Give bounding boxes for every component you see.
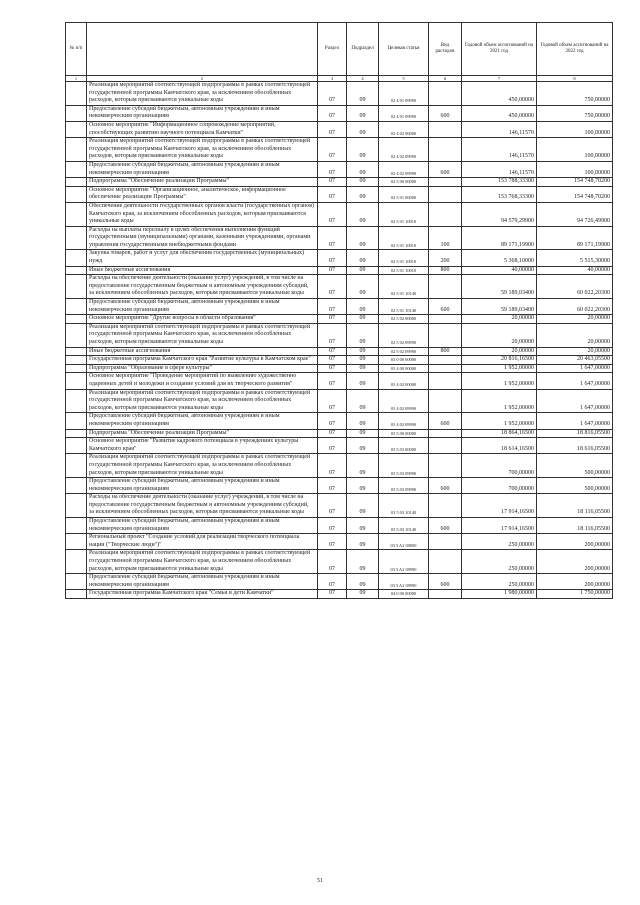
row-number	[66, 429, 87, 438]
row-amount-2022: 20,00000	[537, 347, 613, 356]
row-name: Основное мероприятие "Проведение мероприятий по выявлению художественно одаренных детей и молодежи и создание условий для их творческого развития"	[87, 373, 318, 389]
row-razdel: 07	[318, 138, 347, 162]
table-row	[66, 438, 613, 454]
row-podrazdel: 09	[347, 178, 379, 187]
row-amount-2022: 750,00000	[537, 82, 613, 106]
row-target-article: 03 5 A2 09990	[379, 574, 429, 590]
row-podrazdel: 09	[347, 494, 379, 518]
row-amount-2021: 700,00000	[462, 478, 537, 494]
row-number	[66, 373, 87, 389]
row-name: Предоставление субсидий бюджетным, автономным учреждениям и иным некоммерческим организациям	[87, 299, 318, 315]
row-amount-2021: 1 952,00000	[462, 364, 537, 373]
row-name: Предоставление субсидий бюджетным, автономным учреждениям и иным некоммерческим организациям	[87, 518, 318, 534]
row-target-article: 03 4 02 09990	[379, 389, 429, 413]
row-target-article: 02 5 02 00000	[379, 315, 429, 324]
row-podrazdel: 09	[347, 315, 379, 324]
column-number: 1	[66, 76, 87, 82]
row-name: Предоставление субсидий бюджетным, автономным учреждениям и иным некоммерческим организациям	[87, 161, 318, 177]
row-amount-2022: 5 515,30000	[537, 250, 613, 266]
row-target-article: 03 5 00 00000	[379, 429, 429, 438]
row-number	[66, 574, 87, 590]
row-amount-2021: 250,00000	[462, 550, 537, 574]
row-name: Основное мероприятие "Информационное сопровождение мероприятий, способствующих развитию научного потенциала Камчатки"	[87, 121, 318, 137]
table-row	[66, 574, 613, 590]
row-razdel: 07	[318, 590, 347, 599]
header-expense-type: Вид расходов	[429, 23, 462, 76]
row-target-article: 03 5 A2 09990	[379, 550, 429, 574]
table-row	[66, 518, 613, 534]
column-number: 6	[429, 76, 462, 82]
row-amount-2021: 1 952,00000	[462, 373, 537, 389]
row-number	[66, 413, 87, 429]
page-number: 51	[317, 878, 323, 884]
row-expense-type	[429, 178, 462, 187]
row-expense-type: 600	[429, 413, 462, 429]
row-expense-type	[429, 389, 462, 413]
row-number	[66, 454, 87, 478]
row-amount-2021: 1 952,00000	[462, 413, 537, 429]
table-row	[66, 494, 613, 518]
row-expense-type	[429, 438, 462, 454]
row-podrazdel: 09	[347, 226, 379, 250]
row-target-article: 02 4 02 00000	[379, 121, 429, 137]
table-row	[66, 347, 613, 356]
row-podrazdel: 09	[347, 550, 379, 574]
row-expense-type: 800	[429, 347, 462, 356]
table-row	[66, 105, 613, 121]
row-name: Подпрограмма "Обеспечение реализации Программы"	[87, 429, 318, 438]
table-row	[66, 266, 613, 275]
table-row	[66, 275, 613, 299]
row-expense-type	[429, 356, 462, 365]
table-row	[66, 121, 613, 137]
row-razdel: 07	[318, 178, 347, 187]
table-row	[66, 356, 613, 365]
row-expense-type	[429, 373, 462, 389]
row-razdel: 07	[318, 202, 347, 226]
row-expense-type: 200	[429, 250, 462, 266]
table-row	[66, 226, 613, 250]
row-name: Основное мероприятие "Другие вопросы в области образования"	[87, 315, 318, 324]
row-amount-2021: 5 368,10000	[462, 250, 537, 266]
row-razdel: 07	[318, 315, 347, 324]
row-podrazdel: 09	[347, 266, 379, 275]
row-razdel: 07	[318, 347, 347, 356]
row-number	[66, 389, 87, 413]
row-amount-2022: 100,00000	[537, 121, 613, 137]
row-name: Государственная программа Камчатского края "Семья и дети Камчатки"	[87, 590, 318, 599]
row-name: Реализация мероприятий соответствующей подпрограммы в рамках соответствующей государственной программы Камчатского края, за исключением обособленных расходов, которым присваиваются уникальные коды	[87, 550, 318, 574]
row-target-article: 03 5 03 00000	[379, 438, 429, 454]
row-name: Предоставление субсидий бюджетным, автономным учреждениям и иным некоммерческим организациям	[87, 574, 318, 590]
row-number	[66, 356, 87, 365]
row-expense-type	[429, 454, 462, 478]
row-amount-2022: 94 726,49900	[537, 202, 613, 226]
row-amount-2021: 20,00000	[462, 347, 537, 356]
row-razdel: 07	[318, 413, 347, 429]
row-razdel: 07	[318, 299, 347, 315]
row-name: Подпрограмма "Обеспечение реализации Программы"	[87, 178, 318, 187]
row-number	[66, 266, 87, 275]
row-amount-2022: 200,00000	[537, 534, 613, 550]
row-name: Предоставление субсидий бюджетным, автономным учреждениям и иным некоммерческим организациям	[87, 105, 318, 121]
row-amount-2022: 18 616,05500	[537, 438, 613, 454]
row-razdel: 07	[318, 494, 347, 518]
row-razdel: 07	[318, 574, 347, 590]
row-expense-type	[429, 494, 462, 518]
row-amount-2021: 153 768,33300	[462, 186, 537, 202]
row-amount-2022: 1 647,00000	[537, 364, 613, 373]
row-target-article: 02 4 01 09990	[379, 105, 429, 121]
table-row	[66, 550, 613, 574]
row-name: Предоставление субсидий бюджетным, автономным учреждениям и иным некоммерческим организациям	[87, 413, 318, 429]
row-name: Реализация мероприятий соответствующей подпрограммы в рамках соответствующей государственной программы Камчатского края, за исключением обособленных расходов, которым присваиваются уникальные коды	[87, 138, 318, 162]
header-podrazdel: Подраздел	[347, 23, 379, 76]
row-podrazdel: 09	[347, 389, 379, 413]
row-amount-2021: 700,00000	[462, 454, 537, 478]
row-podrazdel: 09	[347, 364, 379, 373]
row-target-article: 02 5 01 10010	[379, 202, 429, 226]
row-name: Реализация мероприятий соответствующей подпрограммы в рамках соответствующей государственной программы Камчатского края, за исключением обособленных расходов, которым присваиваются уникальные коды	[87, 454, 318, 478]
table-row	[66, 534, 613, 550]
row-amount-2022: 20,00000	[537, 323, 613, 347]
row-name: Иные бюджетные ассигнования	[87, 347, 318, 356]
header-num: № п/п	[66, 23, 87, 76]
row-number	[66, 275, 87, 299]
row-name: Реализация мероприятий соответствующей подпрограммы в рамках соответствующей государственной программы Камчатского края, за исключением обособленных расходов, которым присваиваются уникальные коды	[87, 82, 318, 106]
table-row	[66, 186, 613, 202]
row-target-article: 03 0 00 00000	[379, 356, 429, 365]
row-expense-type	[429, 550, 462, 574]
row-number	[66, 250, 87, 266]
table-row	[66, 250, 613, 266]
row-number	[66, 438, 87, 454]
row-podrazdel: 09	[347, 454, 379, 478]
row-amount-2022: 1 647,00000	[537, 389, 613, 413]
table-row	[66, 138, 613, 162]
row-razdel: 07	[318, 226, 347, 250]
row-number	[66, 315, 87, 324]
row-expense-type	[429, 275, 462, 299]
row-amount-2021: 20 816,16500	[462, 356, 537, 365]
row-number	[66, 494, 87, 518]
row-target-article: 04 0 00 00000	[379, 590, 429, 599]
row-podrazdel: 09	[347, 347, 379, 356]
row-amount-2022: 750,00000	[537, 105, 613, 121]
row-number	[66, 534, 87, 550]
row-razdel: 07	[318, 121, 347, 137]
table-row	[66, 454, 613, 478]
header-name	[87, 23, 318, 76]
row-expense-type: 800	[429, 266, 462, 275]
row-amount-2021: 40,00000	[462, 266, 537, 275]
row-expense-type: 600	[429, 299, 462, 315]
row-razdel: 07	[318, 275, 347, 299]
table-row	[66, 315, 613, 324]
row-target-article: 03 4 00 00000	[379, 364, 429, 373]
row-target-article: 02 5 02 09990	[379, 347, 429, 356]
row-name: Региональный проект "Создание условий для реализации творческого потенциала нации ("Творческие люди")"	[87, 534, 318, 550]
row-podrazdel: 09	[347, 275, 379, 299]
row-target-article: 02 5 01 10010	[379, 266, 429, 275]
row-podrazdel: 09	[347, 356, 379, 365]
row-amount-2021: 94 579,29900	[462, 202, 537, 226]
table-row	[66, 389, 613, 413]
row-number	[66, 186, 87, 202]
row-number	[66, 323, 87, 347]
row-target-article: 02 4 01 09990	[379, 82, 429, 106]
row-name: Подпрограмма "Образование в сфере культуры"	[87, 364, 318, 373]
row-amount-2022: 200,00000	[537, 574, 613, 590]
row-amount-2021: 18 864,16500	[462, 429, 537, 438]
row-name: Основное мероприятие "Развитие кадрового потенциала в учреждениях культуры Камчатского края"	[87, 438, 318, 454]
row-amount-2021: 20,00000	[462, 315, 537, 324]
row-target-article: 02 5 01 10140	[379, 275, 429, 299]
row-number	[66, 364, 87, 373]
row-name: Реализация мероприятий соответствующей подпрограммы в рамках соответствующей государственной программы Камчатского края, за исключением обособленных расходов, которым присваиваются уникальные коды	[87, 323, 318, 347]
row-podrazdel: 09	[347, 478, 379, 494]
row-podrazdel: 09	[347, 105, 379, 121]
row-podrazdel: 09	[347, 250, 379, 266]
column-number: 4	[347, 76, 379, 82]
row-target-article: 03 5 03 09990	[379, 478, 429, 494]
row-amount-2022: 100,00000	[537, 138, 613, 162]
row-expense-type: 600	[429, 478, 462, 494]
row-podrazdel: 09	[347, 429, 379, 438]
table-row	[66, 178, 613, 187]
row-amount-2021: 1 952,00000	[462, 389, 537, 413]
row-number	[66, 590, 87, 599]
header-year-2022: Годовой объем ассигнований на 2022 год	[537, 23, 613, 76]
row-amount-2022: 18 116,05500	[537, 494, 613, 518]
row-amount-2022: 20 463,05500	[537, 356, 613, 365]
row-razdel: 07	[318, 82, 347, 106]
row-expense-type: 600	[429, 518, 462, 534]
table-row	[66, 413, 613, 429]
row-expense-type	[429, 121, 462, 137]
row-expense-type: 600	[429, 574, 462, 590]
row-amount-2022: 154 748,70200	[537, 186, 613, 202]
row-razdel: 07	[318, 534, 347, 550]
row-number	[66, 299, 87, 315]
row-podrazdel: 09	[347, 161, 379, 177]
header-razdel: Раздел	[318, 23, 347, 76]
row-number	[66, 518, 87, 534]
row-amount-2021: 250,00000	[462, 574, 537, 590]
column-number: 3	[318, 76, 347, 82]
row-name: Обеспечение деятельности государственных органов власти (государственных органов) Камчатского края, за исключением обособленных расходов, которым присваиваются уникальные коды	[87, 202, 318, 226]
row-amount-2022: 500,00000	[537, 454, 613, 478]
table-row	[66, 202, 613, 226]
column-number: 7	[462, 76, 537, 82]
column-number: 5	[379, 76, 429, 82]
row-target-article: 02 4 02 09990	[379, 138, 429, 162]
row-razdel: 07	[318, 550, 347, 574]
table-row	[66, 590, 613, 599]
row-razdel: 07	[318, 250, 347, 266]
table-row	[66, 323, 613, 347]
row-number	[66, 161, 87, 177]
row-amount-2022: 1 647,00000	[537, 413, 613, 429]
row-name: Расходы на обеспечение деятельности (оказание услуг) учреждений, в том числе на предоставление государственным бюджетным и автономным учреждениям субсидий, за исключением обособленных расходов, которым присваиваются уникальные коды	[87, 275, 318, 299]
row-podrazdel: 09	[347, 299, 379, 315]
row-amount-2021: 17 914,16500	[462, 518, 537, 534]
header-target-article: Целевая статья	[379, 23, 429, 76]
row-podrazdel: 09	[347, 413, 379, 429]
row-target-article: 02 5 01 10010	[379, 250, 429, 266]
row-expense-type: 600	[429, 105, 462, 121]
row-expense-type	[429, 323, 462, 347]
row-target-article: 03 5 03 09990	[379, 454, 429, 478]
row-number	[66, 105, 87, 121]
row-razdel: 07	[318, 356, 347, 365]
row-podrazdel: 09	[347, 138, 379, 162]
row-target-article: 02 5 01 10010	[379, 226, 429, 250]
row-amount-2021: 250,00000	[462, 534, 537, 550]
row-razdel: 07	[318, 266, 347, 275]
row-podrazdel: 09	[347, 534, 379, 550]
row-razdel: 07	[318, 105, 347, 121]
row-amount-2022: 60 022,20300	[537, 275, 613, 299]
header-year-2021: Годовой объем ассигнований на 2021 год	[462, 23, 537, 76]
row-expense-type	[429, 534, 462, 550]
table-row	[66, 429, 613, 438]
row-amount-2022: 18 816,05500	[537, 429, 613, 438]
row-expense-type	[429, 202, 462, 226]
row-number	[66, 178, 87, 187]
row-number	[66, 478, 87, 494]
row-amount-2022: 500,00000	[537, 478, 613, 494]
row-target-article: 02 5 00 00000	[379, 178, 429, 187]
row-name: Расходы на выплаты персоналу в целях обеспечения выполнения функций государственными (муниципальными) органами, казенными учреждениями, органами управления государственными внебюджетными фондами	[87, 226, 318, 250]
row-amount-2022: 40,00000	[537, 266, 613, 275]
row-amount-2021: 153 788,33300	[462, 178, 537, 187]
row-target-article: 03 4 02 00000	[379, 373, 429, 389]
row-podrazdel: 09	[347, 82, 379, 106]
row-expense-type	[429, 82, 462, 106]
row-number	[66, 226, 87, 250]
row-target-article: 02 5 01 10140	[379, 299, 429, 315]
row-amount-2021: 450,00000	[462, 105, 537, 121]
row-target-article: 03 5 03 10140	[379, 494, 429, 518]
row-amount-2021: 146,11570	[462, 121, 537, 137]
row-amount-2022: 1 750,00000	[537, 590, 613, 599]
table-row	[66, 161, 613, 177]
row-amount-2022: 18 116,05500	[537, 518, 613, 534]
row-expense-type	[429, 429, 462, 438]
row-podrazdel: 09	[347, 438, 379, 454]
row-razdel: 07	[318, 518, 347, 534]
row-number	[66, 138, 87, 162]
row-razdel: 07	[318, 454, 347, 478]
row-amount-2021: 146,11570	[462, 138, 537, 162]
row-amount-2021: 59 189,03400	[462, 299, 537, 315]
column-number: 2	[87, 76, 318, 82]
row-amount-2021: 450,00000	[462, 82, 537, 106]
row-podrazdel: 09	[347, 186, 379, 202]
row-amount-2022: 1 647,00000	[537, 373, 613, 389]
row-target-article: 02 4 02 09990	[379, 161, 429, 177]
row-target-article: 03 5 A2 00000	[379, 534, 429, 550]
row-name: Предоставление субсидий бюджетным, автономным учреждениям и иным некоммерческим организациям	[87, 478, 318, 494]
row-number	[66, 347, 87, 356]
row-expense-type	[429, 138, 462, 162]
row-razdel: 07	[318, 478, 347, 494]
row-podrazdel: 09	[347, 373, 379, 389]
table-row	[66, 364, 613, 373]
row-target-article: 02 5 02 09990	[379, 323, 429, 347]
row-number	[66, 202, 87, 226]
row-name: Закупка товаров, работ и услуг для обеспечения государственных (муниципальных) нужд	[87, 250, 318, 266]
row-amount-2021: 20,00000	[462, 323, 537, 347]
row-expense-type: 600	[429, 161, 462, 177]
row-amount-2022: 60 022,20300	[537, 299, 613, 315]
budget-table	[65, 22, 613, 599]
row-name: Расходы на обеспечение деятельности (оказание услуг) учреждений, в том числе на предоставление государственным бюджетным и автономным учреждениям субсидий, за исключением обособленных расходов, которым присваиваются уникальные коды	[87, 494, 318, 518]
row-expense-type	[429, 186, 462, 202]
row-amount-2022: 89 171,19900	[537, 226, 613, 250]
table-row	[66, 373, 613, 389]
row-name: Реализация мероприятий соответствующей подпрограммы в рамках соответствующей государственной программы Камчатского края, за исключением обособленных расходов, которым присваиваются уникальные коды	[87, 389, 318, 413]
row-number	[66, 550, 87, 574]
row-podrazdel: 09	[347, 518, 379, 534]
row-razdel: 07	[318, 161, 347, 177]
row-razdel: 07	[318, 429, 347, 438]
row-target-article: 02 5 01 00000	[379, 186, 429, 202]
row-razdel: 07	[318, 323, 347, 347]
row-podrazdel: 09	[347, 121, 379, 137]
row-name: Иные бюджетные ассигнования	[87, 266, 318, 275]
row-podrazdel: 09	[347, 202, 379, 226]
row-name: Основное мероприятие "Организационное, аналитическое, информационное обеспечение реализации Программы"	[87, 186, 318, 202]
table-row	[66, 478, 613, 494]
table-row	[66, 82, 613, 106]
row-amount-2021: 89 171,19900	[462, 226, 537, 250]
row-number	[66, 82, 87, 106]
row-expense-type	[429, 590, 462, 599]
row-amount-2022: 200,00000	[537, 550, 613, 574]
row-target-article: 03 5 03 10140	[379, 518, 429, 534]
row-amount-2021: 59 189,03400	[462, 275, 537, 299]
row-razdel: 07	[318, 186, 347, 202]
row-amount-2021: 1 980,00000	[462, 590, 537, 599]
row-expense-type: 100	[429, 226, 462, 250]
row-expense-type	[429, 364, 462, 373]
header-row	[66, 23, 613, 76]
row-podrazdel: 09	[347, 590, 379, 599]
row-amount-2022: 100,00000	[537, 161, 613, 177]
row-razdel: 07	[318, 389, 347, 413]
row-amount-2021: 146,11570	[462, 161, 537, 177]
table-row	[66, 299, 613, 315]
row-number	[66, 121, 87, 137]
row-amount-2022: 154 748,70200	[537, 178, 613, 187]
row-podrazdel: 09	[347, 323, 379, 347]
row-name: Государственная программа Камчатского края "Развитие культуры в Камчатском крае"	[87, 356, 318, 365]
row-amount-2021: 17 914,16500	[462, 494, 537, 518]
column-number: 8	[537, 76, 613, 82]
row-razdel: 07	[318, 373, 347, 389]
row-target-article: 03 4 02 09990	[379, 413, 429, 429]
row-expense-type	[429, 315, 462, 324]
row-razdel: 07	[318, 364, 347, 373]
row-amount-2021: 18 614,16500	[462, 438, 537, 454]
row-razdel: 07	[318, 438, 347, 454]
row-podrazdel: 09	[347, 574, 379, 590]
row-amount-2022: 20,00000	[537, 315, 613, 324]
